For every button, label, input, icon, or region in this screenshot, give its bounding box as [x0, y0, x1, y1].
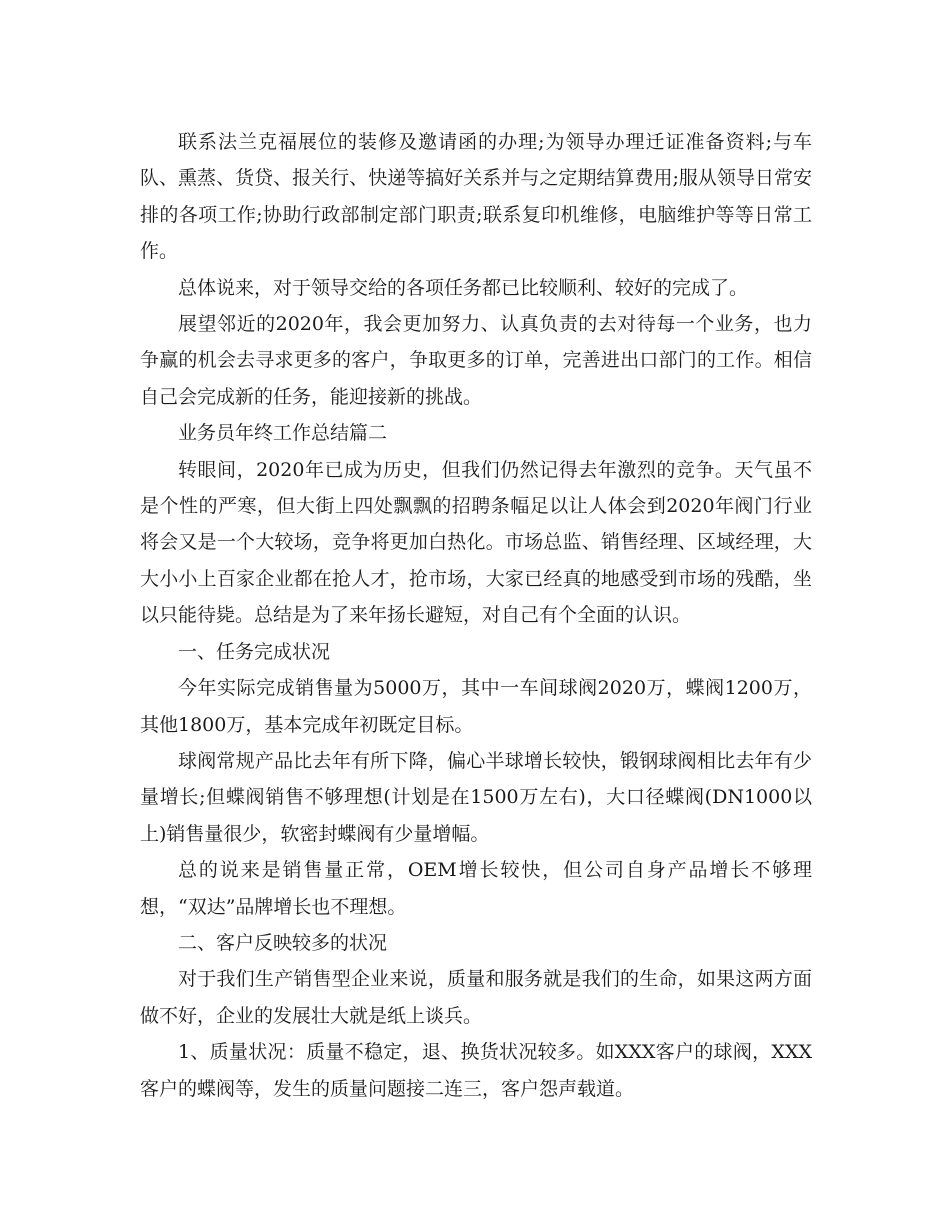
paragraph-quality-issues: 1、质量状况：质量不稳定，退、换货状况较多。如XXX客户的球阀，XXX客户的蝶阀等，发生的质量问题接二连三，客户怨声载道。	[140, 1041, 812, 1100]
paragraph-quality-service: 对于我们生产销售型企业来说，质量和服务就是我们的生命，如果这两方面做不好，企业的发展壮大就是纸上谈兵。	[140, 968, 812, 1027]
heading-task-completion: 一、任务完成状况	[178, 640, 331, 663]
paragraph-work-duties: 联系法兰克福展位的装修及邀请函的办理;为领导办理迁证准备资料;与车队、熏蒸、货贷、报关行、快递等搞好关系并与之定期结算费用;服从领导日常安排的各项工作;协助行政部制定部门职责;联系复印机维修，电脑维护等等日常工作。	[140, 131, 812, 263]
document-body	[140, 124, 812, 1107]
paragraph-outlook: 展望邻近的2020年，我会更加努力、认真负责的去对待每一个业务，也力争赢的机会去寻求更多的客户，争取更多的订单，完善进出口部门的工作。相信自己会完成新的任务，能迎接新的挑战。	[140, 313, 812, 408]
heading-customer-feedback: 二、客户反映较多的状况	[178, 931, 388, 954]
section-title-part-two: 业务员年终工作总结篇二	[178, 422, 388, 445]
paragraph-summary: 总体说来，对于领导交给的各项任务都已比较顺利、较好的完成了。	[178, 276, 749, 299]
paragraph-intro: 转眼间，2020年已成为历史，但我们仍然记得去年激烈的竞争。天气虽不是个性的严寒，但大街上四处飘飘的招聘条幅足以让人体会到2020年阀门行业将会又是一个大较场，竞争将更加白热化。市场总监、销售经理、区域经理，大大小小上百家企业都在抢人才，抢市场，大家已经真的地感受到市场的残酷，坐以只能待毙。总结是为了来年扬长避短，对自己有个全面的认识。	[140, 458, 812, 627]
paragraph-product-growth: 球阀常规产品比去年有所下降，偏心半球增长较快，锻钢球阀相比去年有少量增长;但蝶阀销售不够理想(计划是在1500万左右)，大口径蝶阀(DN1000以上)销售量很少，软密封蝶阀有少量增幅。	[140, 749, 812, 845]
paragraph-sales-figures: 今年实际完成销售量为5000万，其中一车间球阀2020万，蝶阀1200万，其他1800万，基本完成年初既定目标。	[140, 677, 812, 736]
paragraph-overall-sales: 总的说来是销售量正常，OEM增长较快，但公司自身产品增长不够理想，“双达”品牌增长也不理想。	[140, 859, 812, 918]
